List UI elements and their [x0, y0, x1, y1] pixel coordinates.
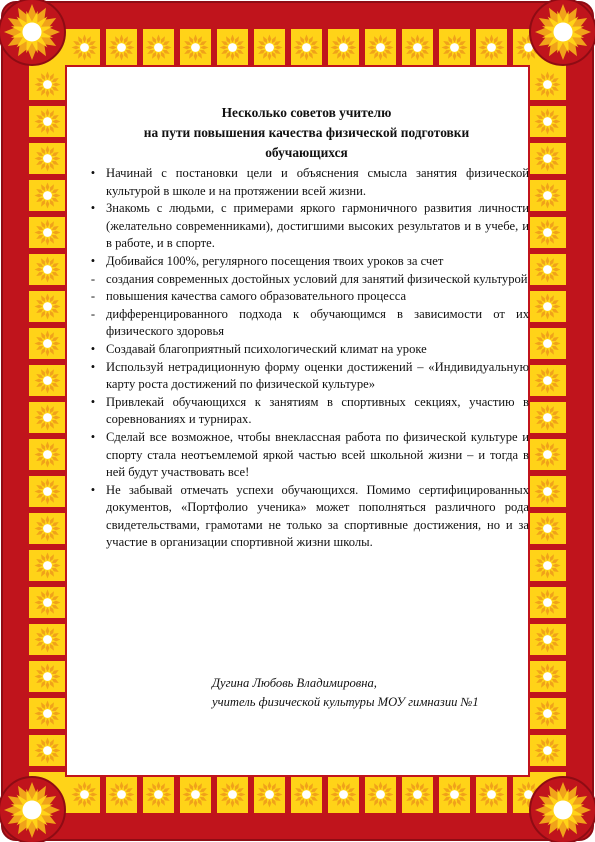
frame-divider: [529, 618, 566, 624]
frame-divider: [396, 776, 402, 813]
frame-divider: [529, 433, 566, 439]
dash-marker: -: [90, 289, 96, 304]
frame-divider: [100, 29, 106, 66]
title-line: Несколько советов учителю: [221, 105, 392, 120]
frame-divider: [285, 29, 291, 66]
sun-center-icon: [43, 746, 52, 755]
sun-center-icon: [543, 413, 552, 422]
sun-center-icon: [553, 22, 572, 41]
list-item-text: Создавай благоприятный психологический климат на уроке: [106, 341, 427, 356]
document-body: [84, 103, 529, 552]
frame-divider: [248, 29, 254, 66]
sun-center-icon: [43, 709, 52, 718]
list-item-text: Знакомь с людьми, с примерами яркого гармоничного развития личности (желательно современниками), достигшими высоких результатов и в учебе, и в работе, и в спорте.: [106, 201, 529, 251]
list-item-text: Начинай с постановки цели и объяснения смысла занятия физической культурой в школе и на протяжении всей жизни.: [106, 166, 529, 198]
frame-divider: [29, 359, 66, 365]
sun-center-icon: [543, 191, 552, 200]
sun-center-icon: [43, 598, 52, 607]
bullet-marker: •: [90, 482, 96, 497]
frame-divider: [529, 507, 566, 513]
frame-divider: [396, 29, 402, 66]
sun-center-icon: [43, 524, 52, 533]
sun-center-icon: [543, 598, 552, 607]
frame-divider: [29, 174, 66, 180]
frame-divider: [29, 507, 66, 513]
sun-center-icon: [80, 790, 89, 799]
frame-divider: [529, 211, 566, 217]
frame-divider: [29, 729, 66, 735]
sun-center-icon: [43, 154, 52, 163]
sun-center-icon: [450, 790, 459, 799]
frame-divider: [529, 137, 566, 143]
sun-center-icon: [117, 790, 126, 799]
frame-divider: [248, 776, 254, 813]
bullet-marker: •: [90, 429, 96, 444]
bullet-marker: •: [90, 166, 96, 180]
frame-divider: [529, 729, 566, 735]
frame-divider: [29, 618, 66, 624]
frame-divider: [529, 100, 566, 106]
frame-divider: [529, 766, 566, 772]
sun-center-icon: [80, 43, 89, 52]
sun-center-icon: [43, 339, 52, 348]
dash-marker: -: [90, 271, 96, 286]
signature-name: Дугина Любовь Владимировна,: [212, 676, 377, 690]
list-item-text: создания современных достойных условий для занятий физической культурой: [106, 271, 528, 286]
sun-center-icon: [413, 790, 422, 799]
sun-center-icon: [43, 228, 52, 237]
sun-center-icon: [376, 790, 385, 799]
frame-divider: [433, 776, 439, 813]
frame-divider: [359, 776, 365, 813]
list-item-text: Привлекай обучающихся к занятиям в спортивных секциях, участию в соревнованиях и турнирах.: [106, 394, 529, 427]
bullet-marker: •: [90, 359, 96, 374]
signature-position: учитель физической культуры МОУ гимназии №1: [212, 695, 479, 709]
frame-divider: [29, 322, 66, 328]
list-item: [84, 165, 529, 200]
list-item: [84, 394, 529, 429]
frame-divider: [507, 776, 513, 813]
sun-center-icon: [543, 561, 552, 570]
sun-center-icon: [543, 302, 552, 311]
sun-center-icon: [543, 80, 552, 89]
list-item: [84, 429, 529, 482]
sun-center-icon: [543, 228, 552, 237]
frame-divider: [529, 359, 566, 365]
bullet-marker: •: [90, 394, 96, 409]
sun-center-icon: [43, 635, 52, 644]
frame-divider: [507, 29, 513, 66]
sun-center-icon: [265, 790, 274, 799]
frame-divider: [29, 137, 66, 143]
frame-divider: [529, 655, 566, 661]
frame-divider: [174, 776, 180, 813]
sun-center-icon: [43, 117, 52, 126]
sun-center-icon: [43, 450, 52, 459]
sun-center-icon: [117, 43, 126, 52]
frame-divider: [529, 470, 566, 476]
sun-center-icon: [543, 339, 552, 348]
frame-divider: [529, 544, 566, 550]
frame-divider: [29, 433, 66, 439]
frame-divider: [29, 581, 66, 587]
list-item: [84, 200, 529, 253]
sun-center-icon: [413, 43, 422, 52]
list-item: [84, 359, 529, 394]
sun-center-icon: [43, 265, 52, 274]
sun-center-icon: [43, 561, 52, 570]
frame-divider: [29, 655, 66, 661]
sun-center-icon: [543, 450, 552, 459]
sun-center-icon: [22, 22, 41, 41]
list-item-text: Сделай все возможное, чтобы внеклассная работа по физической культуре и спорту стала неотъемлемой яркой частью всей школьной жизни – и тогда в ней будут участвовать все!: [106, 429, 529, 480]
list-item: [84, 482, 529, 552]
frame-divider: [29, 692, 66, 698]
frame-divider: [29, 544, 66, 550]
list-item-text: дифференцированного подхода к обучающимся в зависимости от их физического здоровья: [106, 306, 529, 339]
frame-divider: [322, 776, 328, 813]
sun-center-icon: [302, 43, 311, 52]
sun-center-icon: [154, 43, 163, 52]
advice-list: [84, 165, 529, 552]
frame-divider: [100, 776, 106, 813]
frame-divider: [211, 29, 217, 66]
frame-divider: [470, 29, 476, 66]
sun-center-icon: [265, 43, 274, 52]
list-item: [84, 306, 529, 341]
frame-divider: [359, 29, 365, 66]
sun-center-icon: [543, 117, 552, 126]
list-item-text: повышения качества самого образовательного процесса: [106, 289, 407, 304]
frame-divider: [529, 581, 566, 587]
list-item-text: Добивайся 100%, регулярного посещения твоих уроков за счет: [106, 253, 444, 268]
sun-center-icon: [22, 800, 41, 819]
frame-divider: [29, 211, 66, 217]
sun-center-icon: [154, 790, 163, 799]
frame-divider: [29, 396, 66, 402]
sun-center-icon: [543, 487, 552, 496]
frame-divider: [137, 776, 143, 813]
title-line: обучающихся: [265, 145, 348, 160]
bullet-marker: •: [90, 201, 96, 216]
sun-center-icon: [339, 790, 348, 799]
list-item-text: Не забывай отмечать успехи обучающихся. Помимо сертифицированных документов, «Портфолио ученика» может пополняться различного рода свидетельствами, грамотами не только за спортивные достижения, но и за участие в организации спортивной жизни школы.: [106, 482, 529, 550]
sun-center-icon: [43, 672, 52, 681]
sun-center-icon: [43, 302, 52, 311]
dash-marker: -: [90, 306, 96, 321]
sun-center-icon: [543, 265, 552, 274]
frame-divider: [29, 248, 66, 254]
signature: [212, 674, 479, 712]
page-title: [84, 103, 529, 163]
frame-divider: [29, 470, 66, 476]
frame-divider: [29, 100, 66, 106]
frame-divider: [137, 29, 143, 66]
sun-center-icon: [487, 43, 496, 52]
frame-divider: [529, 396, 566, 402]
sun-center-icon: [228, 43, 237, 52]
sun-center-icon: [553, 800, 572, 819]
sun-center-icon: [376, 43, 385, 52]
title-line: на пути повышения качества физической подготовки: [143, 125, 470, 140]
list-item-text: Используй нетрадиционную форму оценки достижений – «Индивидуальную карту роста достижений по физической культуре»: [106, 359, 529, 392]
frame-divider: [211, 776, 217, 813]
sun-center-icon: [543, 746, 552, 755]
sun-center-icon: [339, 43, 348, 52]
frame-divider: [529, 692, 566, 698]
list-item: [84, 341, 529, 359]
sun-center-icon: [543, 154, 552, 163]
frame-divider: [529, 285, 566, 291]
sun-center-icon: [543, 672, 552, 681]
bullet-marker: •: [90, 253, 96, 268]
frame-divider: [29, 766, 66, 772]
sun-center-icon: [43, 376, 52, 385]
sun-center-icon: [43, 191, 52, 200]
sun-center-icon: [543, 376, 552, 385]
sun-center-icon: [228, 790, 237, 799]
frame-divider: [529, 322, 566, 328]
list-item: [84, 271, 529, 289]
frame-divider: [470, 776, 476, 813]
bullet-marker: •: [90, 341, 96, 356]
sun-center-icon: [302, 790, 311, 799]
frame-divider: [285, 776, 291, 813]
sun-center-icon: [487, 790, 496, 799]
list-item: [84, 288, 529, 306]
frame-divider: [29, 285, 66, 291]
sun-center-icon: [543, 709, 552, 718]
sun-center-icon: [191, 43, 200, 52]
sun-center-icon: [191, 790, 200, 799]
frame-divider: [322, 29, 328, 66]
sun-center-icon: [543, 635, 552, 644]
frame-divider: [174, 29, 180, 66]
frame-divider: [529, 174, 566, 180]
sun-center-icon: [43, 80, 52, 89]
list-item: [84, 253, 529, 271]
sun-center-icon: [43, 413, 52, 422]
frame-divider: [433, 29, 439, 66]
sun-center-icon: [43, 487, 52, 496]
sun-center-icon: [543, 524, 552, 533]
frame-divider: [529, 248, 566, 254]
sun-center-icon: [450, 43, 459, 52]
